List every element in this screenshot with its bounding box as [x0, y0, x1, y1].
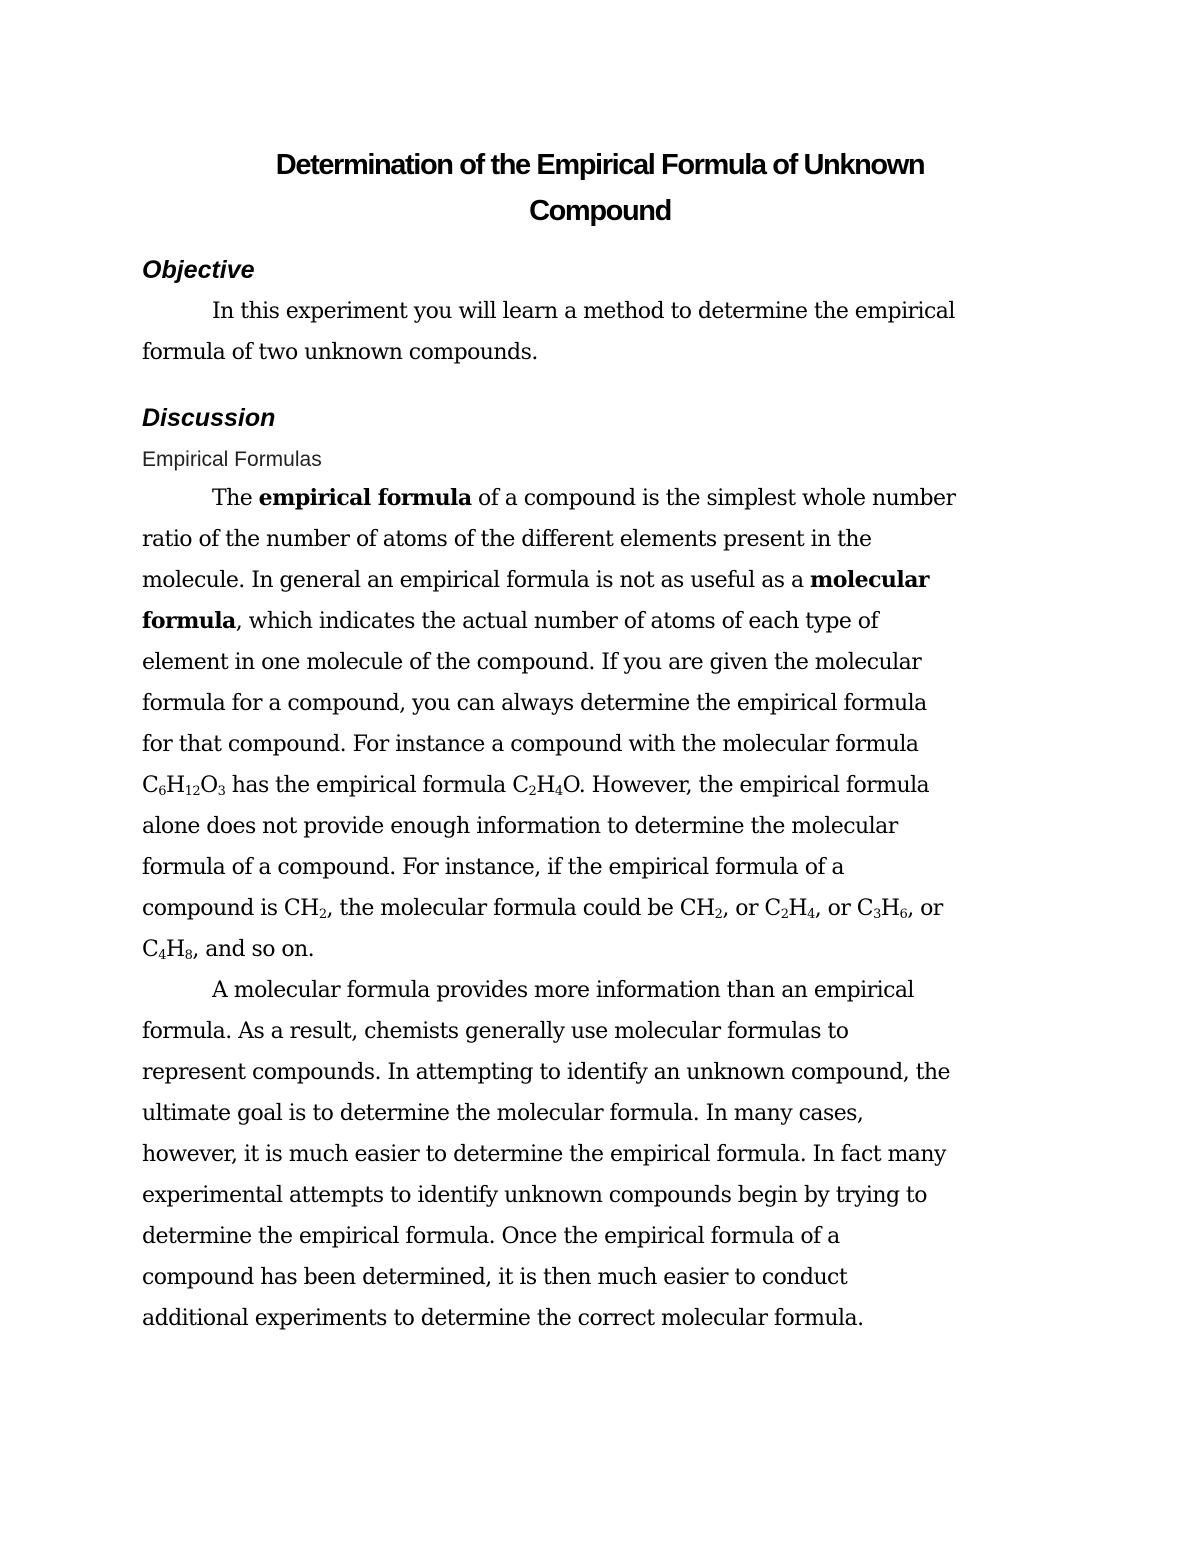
paragraph-line: formula of a compound. For instance, if the empirical formula of a [142, 855, 844, 880]
discussion-heading: Discussion [142, 404, 276, 432]
objective-line: In this experiment you will learn a method to determine the empirical [212, 299, 955, 324]
term-empirical-formula: empirical formula [258, 485, 472, 511]
paragraph-line: element in one molecule of the compound. If you are given the molecular [142, 650, 922, 675]
paragraph-line: A molecular formula provides more information than an empirical [212, 978, 914, 1003]
title-line-2: Compound [529, 195, 671, 227]
paragraph-line: formula, which indicates the actual number of atoms of each type of [142, 608, 879, 634]
paragraph-line: The empirical formula of a compound is the simplest whole number [212, 485, 956, 511]
paragraph-line: formula for a compound, you can always determine the empirical formula [142, 691, 927, 716]
paragraph-line-formula: $C_6H_{12}O_3$ has the empirical formula $C_2H_4O$. However, the empirical formula [142, 773, 930, 799]
paragraph-line-formula: compound is $CH_2$, the molecular formula could be $CH_2$, or $C_2H_4$, or $C_3H_6$, or [142, 896, 943, 922]
paragraph-line: formula. As a result, chemists generally use molecular formulas to [142, 1019, 849, 1044]
paragraph-line: determine the empirical formula. Once the empirical formula of a [142, 1224, 840, 1249]
paragraph-line: represent compounds. In attempting to identify an unknown compound, the [142, 1060, 950, 1085]
page-title [142, 142, 1058, 234]
paragraph-line: additional experiments to determine the correct molecular formula. [142, 1306, 864, 1331]
paragraph-line: however, it is much easier to determine the empirical formula. In fact many [142, 1142, 946, 1167]
discussion-paragraph-1 [142, 478, 1072, 1339]
objective-heading: Objective [142, 256, 255, 284]
paragraph-line: compound has been determined, it is then much easier to conduct [142, 1265, 848, 1290]
paragraph-line-formula: $C_4H_8$, and so on. [142, 937, 315, 963]
title-line-1: Determination of the Empirical Formula of Unknown [275, 149, 925, 181]
objective-line: formula of two unknown compounds. [142, 340, 538, 365]
paragraph-line: for that compound. For instance a compound with the molecular formula [142, 732, 919, 757]
term-molecular: molecular [809, 567, 929, 593]
term-formula: formula [142, 608, 236, 634]
paragraph-line: molecule. In general an empirical formula is not as useful as a molecular [142, 567, 929, 593]
paragraph-line: ultimate goal is to determine the molecular formula. In many cases, [142, 1101, 864, 1126]
paragraph-line: experimental attempts to identify unknown compounds begin by trying to [142, 1183, 927, 1208]
objective-paragraph [142, 291, 1072, 373]
paragraph-line: ratio of the number of atoms of the different elements present in the [142, 527, 872, 552]
empirical-formulas-subheading: Empirical Formulas [142, 448, 322, 471]
paragraph-line: alone does not provide enough information to determine the molecular [142, 814, 898, 839]
